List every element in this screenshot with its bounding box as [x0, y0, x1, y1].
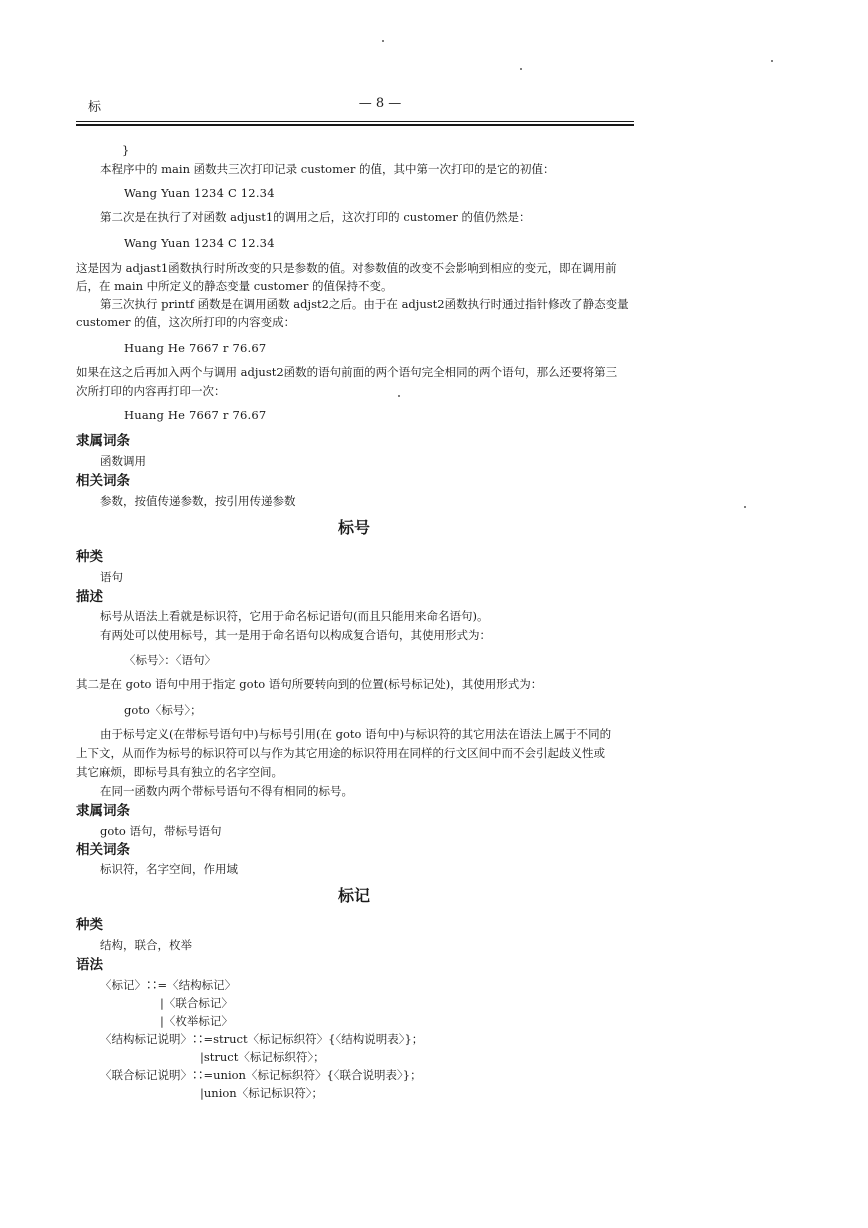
scan-speck — [382, 40, 384, 42]
output-line: Huang He 7667 r 76.67 — [124, 408, 267, 422]
code-closing-brace: } — [122, 143, 130, 157]
syntax-line: |〈联合标记〉 — [160, 996, 233, 1010]
section-heading: 隶属词条 — [76, 433, 130, 449]
paragraph-line: 这是因为 adjast1函数执行时所改变的只是参数的值。对参数值的改变不会影响到相应的变元，即在调用前 — [76, 261, 617, 275]
section-heading: 隶属词条 — [76, 803, 130, 819]
paragraph-line: 其它麻烦，即标号具有独立的名字空间。 — [76, 765, 283, 779]
section-heading: 种类 — [76, 917, 103, 933]
scan-speck — [744, 506, 746, 508]
syntax-line: 〈标号〉：〈语句〉 — [124, 653, 216, 667]
syntax-line: |struct〈标记标织符〉； — [200, 1050, 325, 1064]
syntax-line: 〈结构标记说明〉∷=struct〈标记标织符〉{〈结构说明表〉}； — [100, 1032, 424, 1046]
section-body: 语句 — [100, 570, 123, 584]
paragraph-line: 有两处可以使用标号，其一是用于命名语句以构成复合语句，其使用形式为： — [100, 628, 491, 642]
paragraph-line: 上下文，从而作为标号的标识符可以与作为其它用途的标识符用在同样的行文区间中而不会引起歧义性或 — [76, 746, 605, 760]
paragraph-line: customer 的值，这次所打印的内容变成： — [76, 315, 296, 329]
header-rule-thick — [76, 124, 634, 126]
syntax-line: 〈联合标记说明〉∷=union〈标记标织符〉{〈联合说明表〉}； — [100, 1068, 422, 1082]
paragraph-line: 次所打印的内容再打印一次： — [76, 384, 226, 398]
scan-speck — [398, 395, 400, 397]
section-body: 标识符，名字空间，作用域 — [100, 862, 238, 876]
paragraph-line: 标号从语法上看就是标识符，它用于命名标记语句(而且只能用来命名语句)。 — [100, 609, 489, 623]
output-line: Wang Yuan 1234 C 12.34 — [124, 186, 275, 200]
scan-speck — [520, 68, 522, 70]
section-body: 函数调用 — [100, 454, 146, 468]
header-rule — [76, 121, 634, 122]
page-number: — 8 — — [358, 96, 402, 111]
section-body: goto 语句，带标号语句 — [100, 824, 222, 838]
section-heading: 种类 — [76, 549, 103, 565]
paragraph-line: 本程序中的 main 函数共三次打印记录 customer 的值，其中第一次打印的是它的初值： — [100, 162, 555, 176]
scan-speck — [771, 60, 773, 62]
entry-title: 标记 — [338, 886, 371, 905]
output-line: Wang Yuan 1234 C 12.34 — [124, 236, 275, 250]
syntax-line: |〈枚举标记〉 — [160, 1014, 233, 1028]
section-heading: 语法 — [76, 957, 103, 973]
section-heading: 描述 — [76, 589, 103, 605]
running-header: 标 — [88, 100, 102, 115]
paragraph-line: 由于标号定义(在带标号语句中)与标号引用(在 goto 语句中)与标识符的其它用法在语法上属于不同的 — [100, 727, 612, 741]
syntax-line: goto〈标号〉； — [124, 703, 202, 717]
paragraph-line: 在同一函数内两个带标号语句不得有相同的标号。 — [100, 784, 353, 798]
syntax-line: |union〈标记标识符〉； — [200, 1086, 323, 1100]
section-heading: 相关词条 — [76, 473, 130, 489]
paragraph-line: 第三次执行 printf 函数是在调用函数 adjst2之后。由于在 adjust2函数执行时通过指针修改了静态变量 — [100, 297, 629, 311]
paragraph-line: 后，在 main 中所定义的静态变量 customer 的值保持不变。 — [76, 279, 393, 293]
paragraph-line: 如果在这之后再加入两个与调用 adjust2函数的语句前面的两个语句完全相同的两个语句，那么还要将第三 — [76, 365, 618, 379]
paragraph-line: 其二是在 goto 语句中用于指定 goto 语句所要转向到的位置(标号标记处)，其使用形式为： — [76, 677, 543, 691]
section-body: 参数，按值传递参数，按引用传递参数 — [100, 494, 296, 508]
section-body: 结构，联合，枚举 — [100, 938, 192, 952]
section-heading: 相关词条 — [76, 842, 130, 858]
output-line: Huang He 7667 r 76.67 — [124, 341, 267, 355]
syntax-line: 〈标记〉∷=〈结构标记〉 — [100, 978, 237, 992]
paragraph-line: 第二次是在执行了对函数 adjust1的调用之后，这次打印的 customer 的值仍然是： — [100, 210, 531, 224]
entry-title: 标号 — [338, 518, 371, 537]
